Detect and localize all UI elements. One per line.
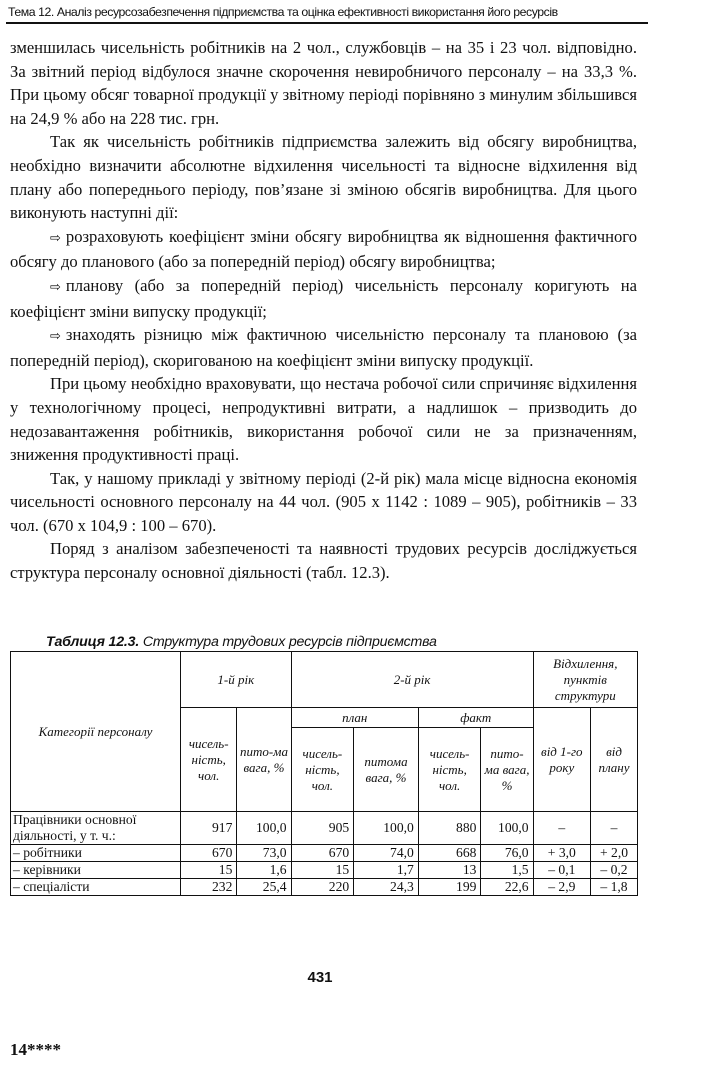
cell-count-fact: 880 [418,812,481,845]
header-year1: 1-й рік [181,652,292,708]
cell-share-year1: 1,6 [237,862,291,879]
table-caption-label: Таблиця 12.3. [46,634,140,650]
row-label: – робітники [11,845,181,862]
paragraph: При цьому необхідно враховувати, що нестача робочої сили спричиняє відхилення у технологічному процесі, непродуктивні витрати, а надлишок – призводить до недозавантаження робітників, використання робочої сили не за призначенням, зниження продуктивності праці. [10,374,637,465]
header-share-year1: пито-ма вага, % [237,708,291,812]
cell-share-fact: 100,0 [481,812,533,845]
bullet-item [10,274,637,323]
bullet-item [10,323,637,372]
bullet-text: планову (або за попередній період) чисельність персоналу коригують на коефіцієнт зміни випуску продукції; [10,275,637,321]
cell-dev-plan: – 0,2 [590,862,637,879]
table-row [11,879,638,896]
right-arrow-icon: ⇨ [50,230,61,246]
cell-share-year1: 73,0 [237,845,291,862]
header-deviation: Відхилення, пунктів структури [533,652,637,708]
cell-count-year1: 917 [181,812,237,845]
bullet-item [10,225,637,274]
paragraph: Так як чисельність робітників підприємства залежить від обсягу виробництва, необхідно визначити абсолютне відхилення чисельності та відносне відхилення від плану або попереднього періоду, пов’язане зі зміною обсягів виробництва. Для цього виконують наступні дії: [10,132,637,223]
paragraph: Так, у нашому прикладі у звітному періоді (2-й рік) мала місце відносна економія чисельності основного персоналу на 44 чол. (905 x 1142 : 1089 – 905), робітників – 33 чол. (670 x 104,9 : 100 – 670). [10,468,637,535]
cell-count-year1: 15 [181,862,237,879]
running-header: Тема 12. Аналіз ресурсозабезпечення підприємства та оцінка ефективності використання його ресурсів [6,2,648,24]
cell-dev-year1: – [533,812,590,845]
header-category: Категорії персоналу [11,652,181,812]
cell-share-plan: 24,3 [354,879,419,896]
cell-dev-plan: – 1,8 [590,879,637,896]
cell-count-fact: 199 [418,879,481,896]
cell-dev-year1: – 2,9 [533,879,590,896]
cell-share-plan: 100,0 [354,812,419,845]
table-row [11,812,638,845]
cell-share-year1: 100,0 [237,812,291,845]
paragraph: Поряд з аналізом забезпеченості та наявності трудових ресурсів досліджується структура персоналу основної діяльності (табл. 12.3). [10,539,637,583]
table-caption [46,634,636,650]
cell-count-year1: 232 [181,879,237,896]
header-from-plan: від плану [590,708,637,812]
cell-count-plan: 670 [291,845,354,862]
header-share-plan: питома вага, % [354,728,419,812]
right-arrow-icon: ⇨ [50,329,61,345]
cell-share-fact: 76,0 [481,845,533,862]
signature-mark: 14**** [10,1040,61,1059]
cell-count-plan: 15 [291,862,354,879]
cell-share-plan: 74,0 [354,845,419,862]
cell-share-plan: 1,7 [354,862,419,879]
cell-count-plan: 220 [291,879,354,896]
header-count-plan: чисель-ність, чол. [291,728,354,812]
cell-count-fact: 13 [418,862,481,879]
table-row [11,845,638,862]
page-number: 431 [307,969,333,986]
header-count-year1: чисель-ність, чол. [181,708,237,812]
cell-share-fact: 22,6 [481,879,533,896]
right-arrow-icon: ⇨ [50,279,61,295]
cell-dev-year1: – 0,1 [533,862,590,879]
header-from-year1: від 1-го року [533,708,590,812]
cell-count-plan: 905 [291,812,354,845]
body-text [10,36,637,585]
cell-share-fact: 1,5 [481,862,533,879]
table-row [11,862,638,879]
paragraph: зменшилась чисельність робітників на 2 чол., службовців – на 35 і 23 чол. відповідно. За звітний період відбулося значне скорочення невиробничого персоналу – на 33,3 %. При цьому обсяг товарної продукції у звітному періоді порівняно з минулим збільшився на 24,9 % або на 228 тис. грн. [10,38,637,128]
cell-dev-plan: + 2,0 [590,845,637,862]
row-label: – спеціалісти [11,879,181,896]
personnel-structure-table [10,651,638,896]
cell-count-fact: 668 [418,845,481,862]
cell-dev-year1: + 3,0 [533,845,590,862]
row-label: – керівники [11,862,181,879]
bullet-text: знаходять різницю між фактичною чисельністю персоналу та плановою (за попередній період), скоригованою на коефіцієнт зміни випуску продукції. [10,325,637,370]
header-fact: факт [418,708,533,728]
cell-dev-plan: – [590,812,637,845]
cell-share-year1: 25,4 [237,879,291,896]
bullet-text: розраховують коефіцієнт зміни обсягу виробництва як відношення фактичного обсягу до планового (або за попередній період) обсягу виробництва; [10,226,637,272]
header-plan: план [291,708,418,728]
row-label: Працівники основної діяльності, у т. ч.: [11,812,181,845]
header-count-fact: чисель-ність, чол. [418,728,481,812]
cell-count-year1: 670 [181,845,237,862]
header-share-fact: пито-ма вага, % [481,728,533,812]
table-caption-text: Структура трудових ресурсів підприємства [142,634,437,650]
header-year2: 2-й рік [291,652,533,708]
